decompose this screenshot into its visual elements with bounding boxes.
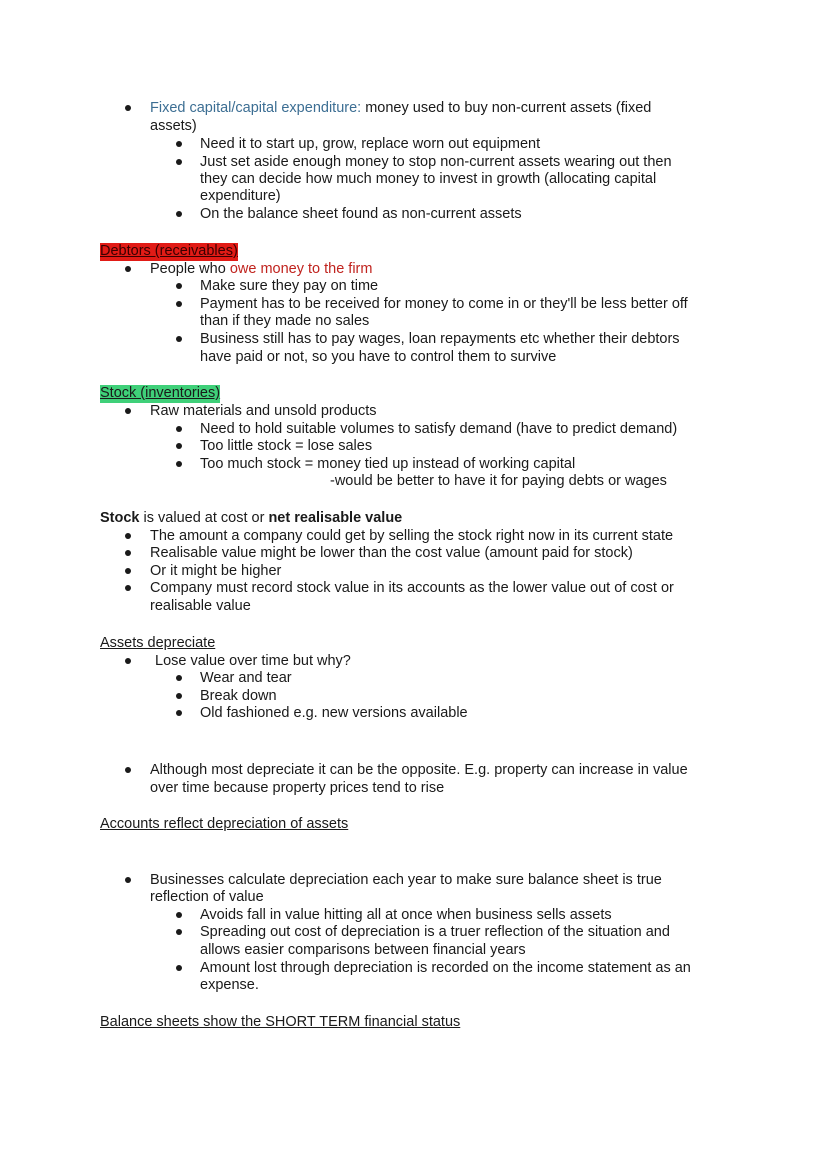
list-item: Payment has to be received for money to come in or they'll be less better off	[200, 296, 688, 312]
bullet	[176, 283, 182, 289]
list-item: Make sure they pay on time	[200, 278, 379, 294]
list-item: Wear and tear	[200, 670, 292, 686]
bullet	[176, 693, 182, 699]
bullet	[176, 301, 182, 307]
accounts-heading: Accounts reflect depreciation of assets	[100, 816, 349, 832]
stock-heading: Stock (inventories)	[100, 385, 221, 401]
bullet	[125, 105, 131, 111]
bullet	[125, 408, 131, 414]
list-item: The amount a company could get by selling the stock right now in its current state	[150, 528, 674, 544]
list-item-cont: they can decide how much money to invest in growth (allocating capital	[200, 171, 657, 187]
bullet	[176, 159, 182, 165]
debtors-heading: Debtors (receivables)	[100, 243, 238, 259]
list-item: Realisable value might be lower than the cost value (amount paid for stock)	[150, 545, 633, 561]
bullet	[176, 965, 182, 971]
list-item-cont: realisable value	[150, 598, 251, 614]
accounts-intro: Businesses calculate depreciation each year to make sure balance sheet is true	[150, 872, 662, 888]
depreciate-heading: Assets depreciate	[100, 635, 216, 651]
list-item: On the balance sheet found as non-current assets	[200, 206, 522, 222]
capital-heading-label: Fixed capital/capital expenditure:	[150, 100, 362, 116]
list-item-cont: expense.	[200, 977, 259, 993]
bullet	[176, 141, 182, 147]
bullet	[125, 767, 131, 773]
bullet	[176, 211, 182, 217]
bullet	[125, 266, 131, 272]
capital-heading-cont: assets)	[150, 118, 197, 134]
list-item: Too little stock = lose sales	[200, 438, 373, 454]
bullet	[176, 443, 182, 449]
bullet	[176, 929, 182, 935]
list-item: Although most depreciate it can be the opposite. E.g. property can increase in value	[150, 762, 688, 778]
bullet	[176, 912, 182, 918]
list-item-cont: have paid or not, so you have to control them to survive	[200, 349, 557, 365]
debtors-intro: People who owe money to the firm	[150, 261, 373, 277]
valuation-heading: Stock is valued at cost or net realisable value	[100, 510, 403, 526]
list-item: Break down	[200, 688, 277, 704]
list-item-cont: allows easier comparisons between financial years	[200, 942, 526, 958]
bullet	[176, 426, 182, 432]
list-item: Or it might be higher	[150, 563, 282, 579]
bullet	[125, 658, 131, 664]
list-item-cont: over time because property prices tend to rise	[150, 780, 445, 796]
list-item: Business still has to pay wages, loan repayments etc whether their debtors	[200, 331, 680, 347]
capital-heading: Fixed capital/capital expenditure: money used to buy non-current assets (fixed	[150, 100, 652, 116]
bullet	[125, 568, 131, 574]
list-item: Need it to start up, grow, replace worn out equipment	[200, 136, 541, 152]
bullet	[176, 461, 182, 467]
accounts-intro-cont: reflection of value	[150, 889, 264, 905]
list-item: Old fashioned e.g. new versions available	[200, 705, 468, 721]
balance-heading: Balance sheets show the SHORT TERM financial status	[100, 1014, 461, 1030]
bullet	[176, 336, 182, 342]
bullet	[176, 710, 182, 716]
stock-intro: Raw materials and unsold products	[150, 403, 377, 419]
bullet	[125, 877, 131, 883]
list-item: Just set aside enough money to stop non-current assets wearing out then	[200, 154, 672, 170]
list-item: Avoids fall in value hitting all at once when business sells assets	[200, 907, 612, 923]
list-item-cont: than if they made no sales	[200, 313, 370, 329]
list-item: Company must record stock value in its accounts as the lower value out of cost or	[150, 580, 674, 596]
list-item-cont: expenditure)	[200, 188, 281, 204]
depreciate-intro: Lose value over time but why?	[155, 653, 351, 669]
list-item: Spreading out cost of depreciation is a truer reflection of the situation and	[200, 924, 670, 940]
list-item: Need to hold suitable volumes to satisfy demand (have to predict demand)	[200, 421, 678, 437]
bullet	[176, 675, 182, 681]
stock-note: -would be better to have it for paying debts or wages	[330, 473, 667, 489]
list-item: Too much stock = money tied up instead of working capital	[200, 456, 576, 472]
bullet	[125, 550, 131, 556]
bullet	[125, 533, 131, 539]
list-item: Amount lost through depreciation is recorded on the income statement as an	[200, 960, 691, 976]
bullet	[125, 585, 131, 591]
